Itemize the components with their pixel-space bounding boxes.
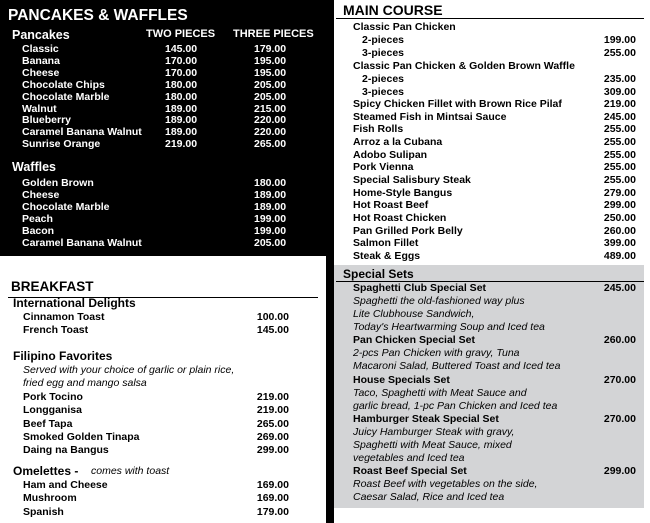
main-course-rule <box>336 18 644 19</box>
breakfast-price: 145.00 <box>256 323 289 336</box>
column-divider <box>326 0 334 523</box>
main-price: 255.00 <box>603 46 636 59</box>
waffle-item-name: Peach <box>22 212 53 225</box>
pancakes-label: Pancakes <box>12 28 70 42</box>
special-set-description: Caesar Salad, Rice and Iced tea <box>353 491 505 503</box>
waffle-price: 199.00 <box>254 212 287 225</box>
main-price: 255.00 <box>603 148 636 161</box>
classic-pan-chicken-label: Classic Pan Chicken <box>353 21 456 33</box>
pancake-item-name: Chocolate Marble <box>22 90 110 103</box>
main-price: 199.00 <box>603 34 636 46</box>
pancake-price-three: 179.00 <box>254 43 287 55</box>
breakfast-item-name: Daing na Bangus <box>23 444 109 457</box>
pancake-price-two: 189.00 <box>165 114 198 127</box>
main-price: 255.00 <box>603 173 636 186</box>
pancake-item-name: Walnut <box>22 102 57 115</box>
breakfast-item-name: Beef Tapa <box>23 417 73 430</box>
pancake-price-three: 265.00 <box>254 138 287 151</box>
pancake-price-two: 189.00 <box>165 102 198 115</box>
main-item-name: Salmon Fillet <box>353 237 419 250</box>
special-set-description: 2-pcs Pan Chicken with gravy, Tuna <box>353 347 520 359</box>
waffle-price: 189.00 <box>254 200 287 213</box>
main-item-name: 2-pieces <box>362 34 405 46</box>
main-price: 250.00 <box>603 211 636 224</box>
col-three-pieces-header: THREE PIECES <box>233 28 314 40</box>
breakfast-price: 299.00 <box>256 444 289 457</box>
breakfast-price: 269.00 <box>256 430 289 443</box>
special-set-price: 299.00 <box>603 465 636 477</box>
breakfast-item-name: Spanish <box>23 505 64 518</box>
pancake-price-two: 180.00 <box>165 78 198 91</box>
main-item-name: Pan Grilled Pork Belly <box>353 224 463 237</box>
special-set-description: Lite Clubhouse Sandwich, <box>353 308 475 320</box>
main-item-name: Steak & Eggs <box>353 249 421 262</box>
main-item-name: Arroz a la Cubana <box>353 135 443 148</box>
pancake-item-name: Caramel Banana Walnut <box>22 126 142 139</box>
pancake-price-two: 170.00 <box>165 54 198 67</box>
main-item-name: Special Salisbury Steak <box>353 173 471 186</box>
waffle-item-name: Cheese <box>22 188 60 201</box>
international-delights-label: International Delights <box>13 296 136 310</box>
main-item-name: 3-pieces <box>362 85 405 98</box>
breakfast-item-name: French Toast <box>23 323 89 336</box>
main-item-name: Fish Rolls <box>353 123 404 136</box>
main-item-name: Adobo Sulipan <box>353 148 428 161</box>
breakfast-title: BREAKFAST <box>11 279 94 294</box>
main-price: 489.00 <box>603 249 636 262</box>
main-price: 245.00 <box>603 110 636 123</box>
pancake-price-two: 180.00 <box>165 90 198 103</box>
special-set-description: vegetables and Iced tea <box>353 452 465 464</box>
main-price: 279.00 <box>603 186 636 199</box>
main-price: 309.00 <box>603 85 636 98</box>
pancake-price-three: 220.00 <box>254 126 287 139</box>
waffle-item-name: Bacon <box>22 224 55 237</box>
special-set-description: Juicy Hamburger Steak with gravy, <box>353 426 515 438</box>
waffle-price: 180.00 <box>254 177 287 189</box>
waffle-price: 189.00 <box>254 188 287 201</box>
pancake-price-three: 195.00 <box>254 66 287 79</box>
main-item-name: 2-pieces <box>362 73 405 85</box>
pancake-item-name: Blueberry <box>22 114 72 127</box>
main-item-name: Home-Style Bangus <box>353 186 453 199</box>
special-set-name: Spaghetti Club Special Set <box>353 282 487 294</box>
breakfast-price: 100.00 <box>256 311 289 323</box>
special-set-name: Hamburger Steak Special Set <box>353 413 499 425</box>
main-price: 299.00 <box>603 199 636 212</box>
pancake-price-two: 170.00 <box>165 66 198 79</box>
pancake-price-two: 219.00 <box>165 138 198 151</box>
pancake-price-three: 205.00 <box>254 90 287 103</box>
main-price: 255.00 <box>603 123 636 136</box>
filipino-description: Served with your choice of garlic or plain rice, <box>23 364 235 376</box>
special-set-name: Pan Chicken Special Set <box>353 334 475 346</box>
special-set-name: House Specials Set <box>353 374 450 386</box>
special-set-description: garlic bread, 1-pc Pan Chicken and Iced tea <box>353 400 558 412</box>
main-item-name: Spicy Chicken Fillet with Brown Rice Pilaf <box>353 98 562 110</box>
special-set-description: Today's Heartwarming Soup and Iced tea <box>353 321 545 333</box>
pancake-item-name: Sunrise Orange <box>22 138 101 151</box>
pancake-price-three: 205.00 <box>254 78 287 91</box>
pancake-item-name: Banana <box>22 54 60 67</box>
main-item-name: 3-pieces <box>362 46 405 59</box>
waffle-price: 199.00 <box>254 224 287 237</box>
breakfast-item-name: Cinnamon Toast <box>23 311 105 323</box>
breakfast-item-name: Ham and Cheese <box>23 479 108 491</box>
breakfast-item-name: Longganisa <box>23 404 82 417</box>
main-price: 219.00 <box>603 98 636 110</box>
pancake-price-three: 220.00 <box>254 114 287 127</box>
main-price: 399.00 <box>603 237 636 250</box>
special-sets-title: Special Sets <box>343 267 414 281</box>
pancakes-waffles-panel <box>0 0 326 256</box>
special-set-price: 270.00 <box>603 413 636 425</box>
main-item-name: Pork Vienna <box>353 161 414 174</box>
breakfast-price: 219.00 <box>256 391 289 403</box>
breakfast-price: 169.00 <box>256 492 289 505</box>
special-set-price: 260.00 <box>603 334 636 346</box>
breakfast-item-name: Pork Tocino <box>23 391 83 403</box>
special-set-description: Spaghetti with Meat Sauce, mixed <box>353 439 512 451</box>
waffle-item-name: Golden Brown <box>22 177 94 189</box>
breakfast-price: 179.00 <box>256 505 289 518</box>
waffle-item-name: Chocolate Marble <box>22 200 110 213</box>
main-price: 255.00 <box>603 135 636 148</box>
special-set-description: Roast Beef with vegetables on the side, <box>353 478 538 490</box>
main-item-name: Steamed Fish in Mintsai Sauce <box>353 110 507 123</box>
pancake-item-name: Cheese <box>22 66 60 79</box>
pancake-price-three: 195.00 <box>254 54 287 67</box>
filipino-favorites-label: Filipino Favorites <box>13 349 113 363</box>
main-price: 255.00 <box>603 161 636 174</box>
special-set-description: Spaghetti the old-fashioned way plus <box>353 295 525 307</box>
breakfast-price: 265.00 <box>256 417 289 430</box>
pancake-price-three: 215.00 <box>254 102 287 115</box>
main-price: 260.00 <box>603 224 636 237</box>
filipino-description: fried egg and mango salsa <box>23 377 147 389</box>
waffle-price: 205.00 <box>254 236 287 249</box>
col-two-pieces-header: TWO PIECES <box>146 28 216 40</box>
main-item-name: Hot Roast Beef <box>353 199 429 212</box>
breakfast-price: 219.00 <box>256 404 289 417</box>
breakfast-item-name: Mushroom <box>23 492 77 505</box>
special-set-price: 245.00 <box>603 282 636 294</box>
waffles-label: Waffles <box>12 160 56 174</box>
special-set-price: 270.00 <box>603 374 636 386</box>
pancake-item-name: Chocolate Chips <box>22 78 105 91</box>
pan-chicken-waffle-label: Classic Pan Chicken & Golden Brown Waffle <box>353 60 575 72</box>
main-price: 235.00 <box>603 73 636 85</box>
main-course-title: MAIN COURSE <box>343 2 443 18</box>
special-set-description: Macaroni Salad, Buttered Toast and Iced tea <box>353 360 561 372</box>
pancake-price-two: 189.00 <box>165 126 198 139</box>
special-set-description: Taco, Spaghetti with Meat Sauce and <box>353 387 527 399</box>
omelettes-label: Omelettes - <box>13 464 79 478</box>
omelettes-note: comes with toast <box>91 465 170 477</box>
breakfast-item-name: Smoked Golden Tinapa <box>23 430 140 443</box>
waffle-item-name: Caramel Banana Walnut <box>22 236 142 249</box>
special-set-name: Roast Beef Special Set <box>353 465 467 477</box>
pancake-item-name: Classic <box>22 43 59 55</box>
pancakes-waffles-title: PANCAKES & WAFFLES <box>8 7 188 24</box>
main-item-name: Hot Roast Chicken <box>353 211 447 224</box>
breakfast-price: 169.00 <box>256 479 289 491</box>
pancake-price-two: 145.00 <box>165 43 198 55</box>
